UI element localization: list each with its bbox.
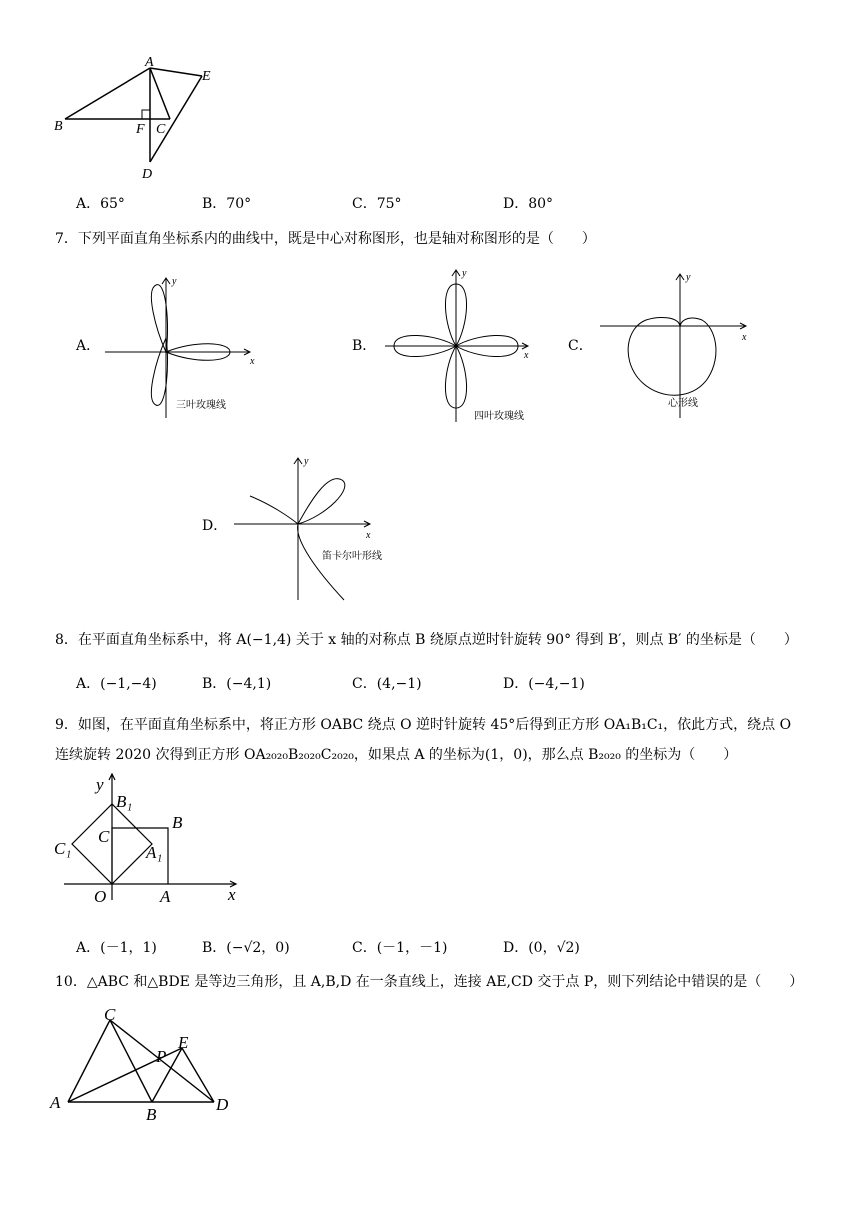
q7-a-axis-x: x	[250, 356, 255, 367]
q6-label-f: F	[136, 122, 145, 137]
q9-figure	[50, 770, 250, 910]
q6-label-e: E	[202, 69, 211, 84]
q6-option-c[interactable]: C．75°	[352, 196, 402, 212]
q6-figure	[50, 52, 230, 192]
q6-option-b[interactable]: B．70°	[202, 196, 252, 212]
q9-label-c: C	[98, 827, 110, 846]
q7-c-axis-y: y	[686, 272, 691, 283]
q7-figure-c-cardioid	[596, 270, 756, 420]
q7-question: 7．下列平面直角坐标系内的曲线中，既是中心对称图形，也是轴对称图形的是（ ）	[55, 231, 596, 247]
q8-option-b[interactable]: B．(−4,1)	[202, 676, 272, 692]
q10-question: 10．△ABC 和△BDE 是等边三角形，且 A,B,D 在一条直线上，连接 AE,CD 交于点 P，则下列结论中错误的是（ ）	[55, 974, 804, 990]
q7-caption-d: 笛卡尔叶形线	[322, 551, 382, 562]
q10-label-c: C	[104, 1005, 116, 1024]
q9-option-b[interactable]: B．(−√2，0)	[202, 940, 290, 956]
q7-option-d[interactable]: D．	[202, 518, 228, 534]
q7-caption-b: 四叶玫瑰线	[474, 411, 524, 422]
q10-label-e: E	[178, 1033, 189, 1052]
q6-label-d: D	[142, 167, 153, 182]
q6-option-d[interactable]: D．80°	[503, 196, 554, 212]
q7-figure-d-folium-of-descartes	[230, 452, 390, 604]
q9-label-c1: C₁	[54, 839, 72, 858]
q8-option-a[interactable]: A．(−1,−4)	[76, 676, 157, 692]
q9-question-line2: 连续旋转 2020 次得到正方形 OA₂₀₂₀B₂₀₂₀C₂₀₂₀，如果点 A 的坐标为(1，0)，那么点 B₂₀₂₀ 的坐标为（ ）	[55, 747, 738, 763]
q10-label-d: D	[216, 1095, 229, 1114]
q6-label-a: A	[145, 55, 154, 70]
q6-label-b: B	[54, 119, 63, 134]
q8-question: 8．在平面直角坐标系中，将 A(−1,4) 关于 x 轴的对称点 B 绕原点逆时针旋转 90° 得到 B′，则点 B′ 的坐标是（ ）	[55, 632, 798, 648]
q9-label-y: y	[96, 775, 104, 794]
q7-d-axis-x: x	[366, 530, 371, 541]
q7-b-axis-y: y	[462, 268, 467, 279]
q9-label-b1: B₁	[116, 792, 133, 811]
q7-option-a[interactable]: A．	[76, 338, 101, 354]
q9-option-a[interactable]: A．(－1，1)	[76, 940, 157, 956]
q9-label-b: B	[172, 813, 183, 832]
q9-question-line1: 9．如图，在平面直角坐标系中，将正方形 OABC 绕点 O 逆时针旋转 45°后得到正方形 OA₁B₁C₁，依此方式，绕点 O	[55, 717, 792, 733]
q10-label-p: P	[156, 1047, 167, 1066]
q7-caption-a: 三叶玫瑰线	[176, 400, 226, 411]
q8-option-d[interactable]: D．(−4,−1)	[503, 676, 585, 692]
q9-label-x: x	[228, 885, 236, 904]
q7-option-b[interactable]: B．	[352, 338, 377, 354]
q8-option-c[interactable]: C．(4,−1)	[352, 676, 422, 692]
q7-b-axis-x: x	[524, 350, 529, 361]
q7-option-c[interactable]: C．	[568, 338, 593, 354]
q7-figure-b-four-leaf-rose	[380, 266, 540, 426]
q10-figure	[48, 1000, 248, 1130]
q9-label-o: O	[94, 887, 107, 906]
q6-option-a[interactable]: A．65°	[76, 196, 125, 212]
q10-label-b: B	[146, 1105, 157, 1124]
q9-option-c[interactable]: C．(－1，－1)	[352, 940, 448, 956]
q7-d-axis-y: y	[304, 456, 309, 467]
q7-a-axis-y: y	[172, 276, 177, 287]
q10-label-a: A	[50, 1093, 61, 1112]
q9-label-a1: A₁	[146, 843, 163, 862]
q7-figure-a-three-leaf-rose	[100, 270, 260, 420]
q7-c-axis-x: x	[742, 332, 747, 343]
q9-label-a: A	[160, 887, 171, 906]
q9-option-d[interactable]: D．(0，√2)	[503, 940, 580, 956]
q6-label-c: C	[156, 122, 166, 137]
q7-caption-c: 心形线	[668, 398, 698, 409]
